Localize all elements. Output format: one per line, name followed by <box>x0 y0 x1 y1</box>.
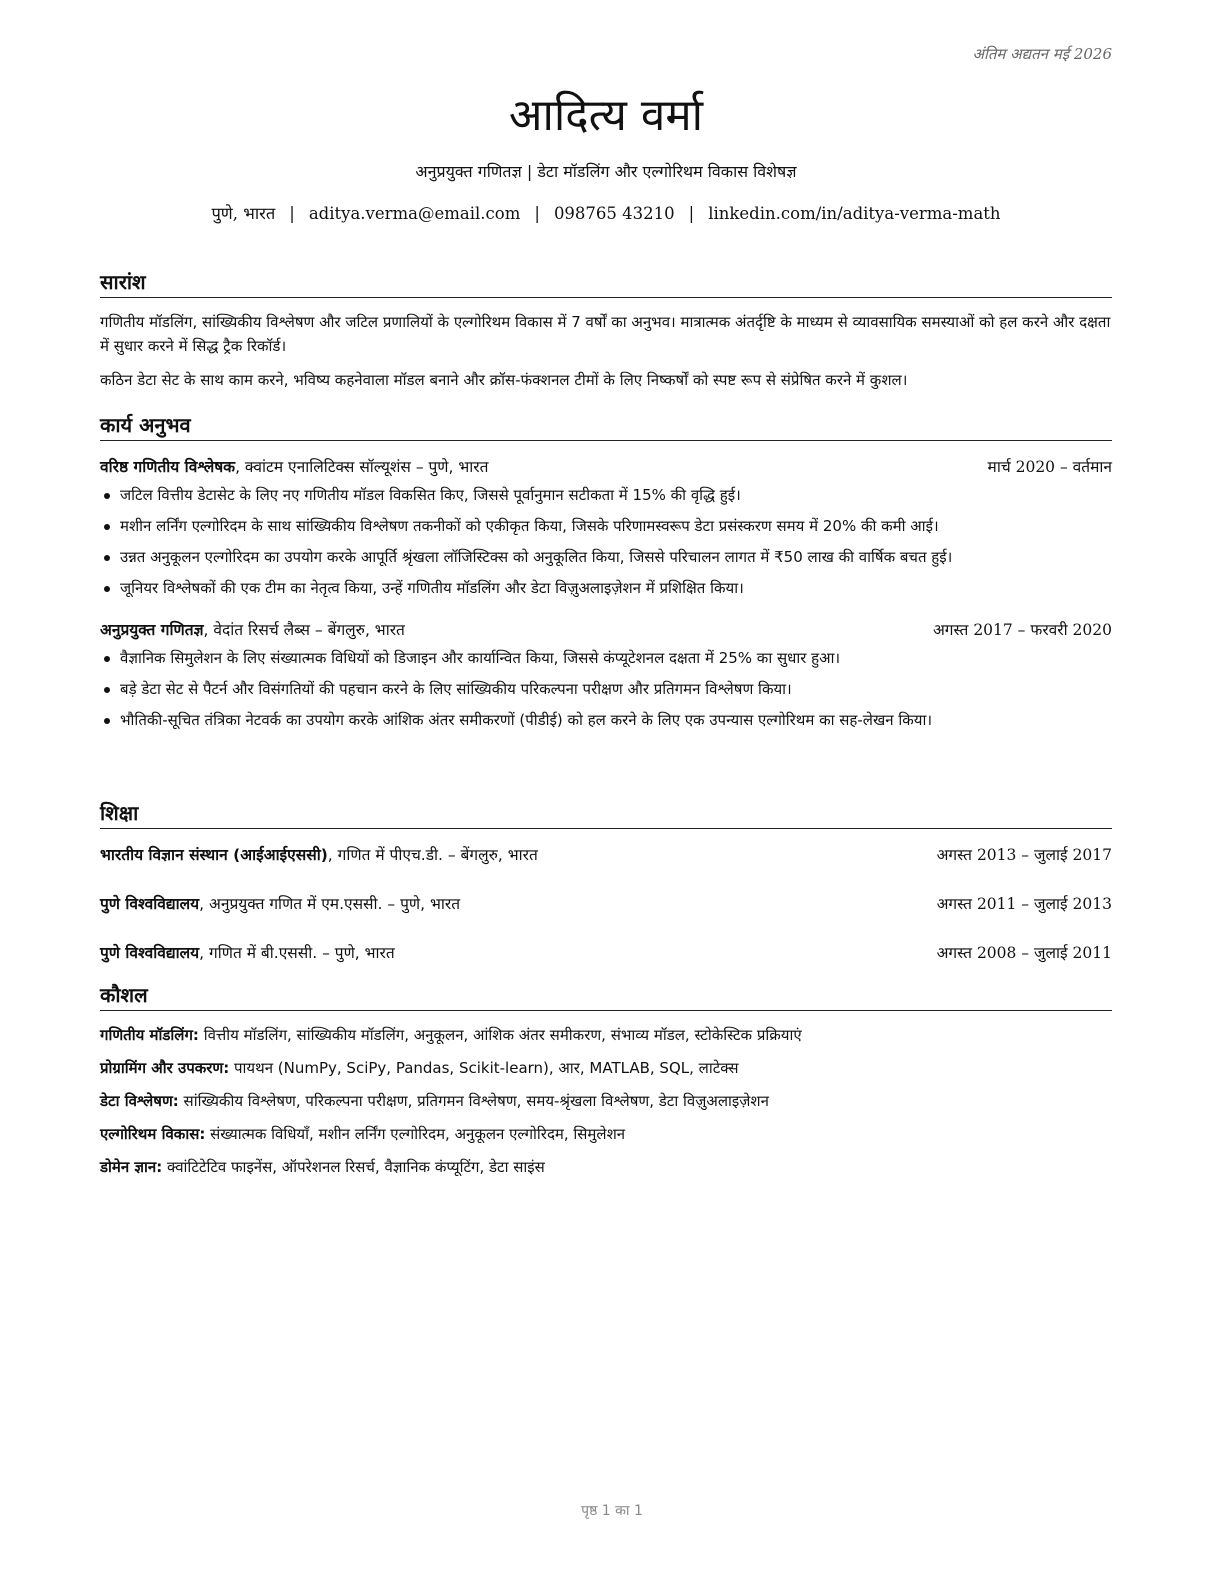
job-role: वरिष्ठ गणितीय विश्लेषक <box>100 458 236 476</box>
education-line <box>100 843 538 867</box>
summary-paragraph: गणितीय मॉडलिंग, सांख्यिकीय विश्लेषण और जटिल प्रणालियों के एल्गोरिथम विकास में 7 वर्षों का अनुभव। मात्रात्मक अंतर्दृष्टि के माध्यम से व्यावसायिक समस्याओं को हल करने और दक्षता में सुधार करने में सिद्ध ट्रैक रिकॉर्ड। <box>100 313 1111 355</box>
section-title-summary: सारांश <box>100 269 1112 298</box>
contact-line <box>100 202 1112 226</box>
skill-label: एल्गोरिथम विकास: <box>100 1125 206 1143</box>
job-bullet: वैज्ञानिक सिमुलेशन के लिए संख्यात्मक विधियों को डिजाइन और कार्यान्वित किया, जिससे कंप्यूटेशनल दक्षता में 25% का सुधार हुआ। <box>120 646 1112 670</box>
education-institution: भारतीय विज्ञान संस्थान (आईआईएससी) <box>100 846 328 864</box>
job-title-line <box>100 455 488 479</box>
job-organization: , क्वांटम एनालिटिक्स सॉल्यूशंस – पुणे, भारत <box>235 458 489 476</box>
skill-value: पायथन (NumPy, SciPy, Pandas, Scikit-learn), आर, MATLAB, SQL, लाटेक्स <box>229 1059 739 1077</box>
skill-label: गणितीय मॉडलिंग: <box>100 1026 199 1044</box>
education-institution: पुणे विश्वविद्यालय <box>100 944 200 962</box>
education-dates: अगस्त 2013 – जुलाई 2017 <box>936 846 1112 864</box>
job-bullet: जटिल वित्तीय डेटासेट के लिए नए गणितीय मॉडल विकसित किए, जिससे पूर्वानुमान सटीकता में 15% की वृद्धि हुई। <box>120 483 1112 507</box>
job-bullets <box>100 646 1112 732</box>
job-entry <box>100 455 1112 600</box>
education-line <box>100 892 460 916</box>
summary-section <box>100 269 1112 392</box>
contact-location: पुणे, भारत <box>211 204 276 223</box>
education-detail: , गणित में बी.एससी. – पुणे, भारत <box>199 944 395 962</box>
skill-row <box>100 1155 1112 1179</box>
contact-email[interactable]: aditya.verma@email.com <box>308 204 521 223</box>
summary-paragraph: कठिन डेटा सेट के साथ काम करने, भविष्य कहनेवाला मॉडल बनाने और क्रॉस-फंक्शनल टीमों के लिए निष्कर्षों को स्पष्ट रूप से संप्रेषित करने में कुशल। <box>100 371 908 389</box>
candidate-name: आदित्य वर्मा <box>508 90 704 141</box>
contact-separator: | <box>289 204 295 223</box>
education-dates: अगस्त 2008 – जुलाई 2011 <box>936 944 1112 962</box>
skill-value: वित्तीय मॉडलिंग, सांख्यिकीय मॉडलिंग, अनुकूलन, आंशिक अंतर समीकरण, संभाव्य मॉडल, स्टोकेस्टिक प्रक्रियाएं <box>198 1026 802 1044</box>
job-bullet: उन्नत अनुकूलन एल्गोरिदम का उपयोग करके आपूर्ति श्रृंखला लॉजिस्टिक्स को अनुकूलित किया, जिससे परिचालन लागत में ₹50 लाख की वार्षिक बचत हुई। <box>120 545 1112 569</box>
contact-separator: | <box>534 204 540 223</box>
skill-row <box>100 1089 1112 1113</box>
job-organization: , वेदांत रिसर्च लैब्स – बेंगलुरु, भारत <box>203 621 405 639</box>
job-header <box>100 455 1112 479</box>
education-row <box>100 843 1112 867</box>
skill-value: सांख्यिकीय विश्लेषण, परिकल्पना परीक्षण, प्रतिगमन विश्लेषण, समय-श्रृंखला विश्लेषण, डेटा विज़ुअलाइज़ेशन <box>178 1092 769 1110</box>
job-entry <box>100 618 1112 732</box>
skill-row <box>100 1122 1112 1146</box>
section-title-education: शिक्षा <box>100 800 1112 829</box>
education-institution: पुणे विश्वविद्यालय <box>100 895 200 913</box>
education-row <box>100 892 1112 916</box>
skill-value: क्वांटिटेटिव फाइनेंस, ऑपरेशनल रिसर्च, वैज्ञानिक कंप्यूटिंग, डेटा साइंस <box>162 1158 545 1176</box>
job-header <box>100 618 1112 642</box>
skill-value: संख्यात्मक विधियाँ, मशीन लर्निंग एल्गोरिदम, अनुकूलन एल्गोरिदम, सिमुलेशन <box>205 1125 626 1143</box>
job-title-line <box>100 618 405 642</box>
skills-list <box>100 1023 1112 1179</box>
job-bullets <box>100 483 1112 600</box>
experience-section <box>100 412 1112 739</box>
job-bullet: बड़े डेटा सेट से पैटर्न और विसंगतियों की पहचान करने के लिए सांख्यिकीय परिकल्पना परीक्षण और प्रतिगमन विश्लेषण किया। <box>120 677 1112 701</box>
tagline: अनुप्रयुक्त गणितज्ञ | डेटा मॉडलिंग और एल्गोरिथम विकास विशेषज्ञ <box>415 162 797 181</box>
education-row <box>100 941 1112 965</box>
job-role: अनुप्रयुक्त गणितज्ञ <box>100 621 204 639</box>
contact-separator: | <box>688 204 695 223</box>
skills-section <box>100 982 1112 1188</box>
skill-label: डोमेन ज्ञान: <box>100 1158 163 1176</box>
education-section <box>100 800 1112 965</box>
section-title-experience: कार्य अनुभव <box>100 412 1112 441</box>
page-number: पृष्ठ 1 का 1 <box>581 1503 643 1519</box>
job-bullet: जूनियर विश्लेषकों की एक टीम का नेतृत्व किया, उन्हें गणितीय मॉडलिंग और डेटा विज़ुअलाइज़ेशन में प्रशिक्षित किया। <box>120 576 1112 600</box>
education-line <box>100 941 395 965</box>
resume-page <box>100 40 1112 1176</box>
job-bullet: मशीन लर्निंग एल्गोरिदम के साथ सांख्यिकीय विश्लेषण तकनीकों को एकीकृत किया, जिसके परिणामस्वरूप डेटा प्रसंस्करण समय में 20% की कमी आई। <box>120 514 1112 538</box>
skill-row <box>100 1023 1112 1047</box>
skill-label: प्रोग्रामिंग और उपकरण: <box>100 1059 230 1077</box>
skill-label: डेटा विश्लेषण: <box>100 1092 179 1110</box>
job-bullet: भौतिकी-सूचित तंत्रिका नेटवर्क का उपयोग करके आंशिक अंतर समीकरणों (पीडीई) को हल करने के लिए एक उपन्यास एल्गोरिथम का सह-लेखन किया। <box>120 708 1112 732</box>
education-detail: , गणित में पीएच.डी. – बेंगलुरु, भारत <box>327 846 538 864</box>
job-dates: मार्च 2020 – वर्तमान <box>987 458 1112 476</box>
job-dates: अगस्त 2017 – फरवरी 2020 <box>932 621 1112 639</box>
skill-row <box>100 1056 1112 1080</box>
education-detail: , अनुप्रयुक्त गणित में एम.एससी. – पुणे, भारत <box>199 895 461 913</box>
last-updated: अंतिम अद्यतन मई 2026 <box>972 45 1112 63</box>
section-title-skills: कौशल <box>100 982 1112 1011</box>
contact-phone: 098765 43210 <box>553 204 675 223</box>
education-dates: अगस्त 2011 – जुलाई 2013 <box>936 895 1112 913</box>
contact-linkedin[interactable]: linkedin.com/in/aditya-verma-math <box>708 204 1001 223</box>
